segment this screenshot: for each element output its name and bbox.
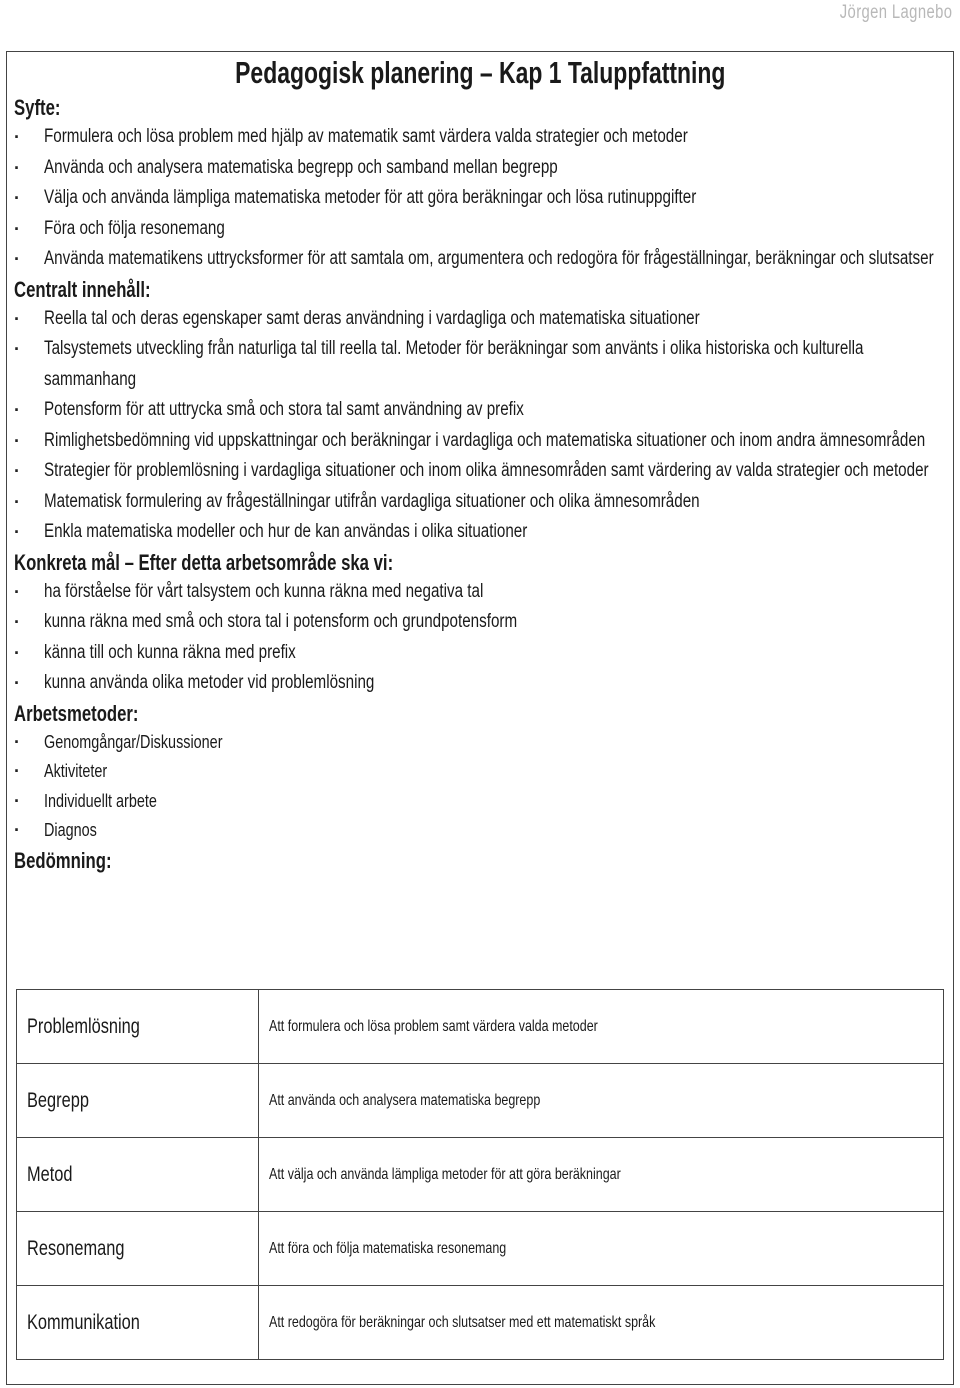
list-item: · känna till och kunna räkna med prefix bbox=[14, 638, 944, 669]
list-item: · Reella tal och deras egenskaper samt deras användning i vardagliga och matematiska situationer bbox=[14, 304, 944, 335]
list-item: · Genomgångar/Diskussioner bbox=[14, 728, 944, 758]
assessment-area: Problemlösning bbox=[17, 990, 259, 1064]
assessment-description: Att redogöra för beräkningar och slutsatser med ett matematiskt språk bbox=[259, 1286, 944, 1360]
list-item: · Enkla matematiska modeller och hur de kan användas i olika situationer bbox=[14, 517, 944, 548]
assessment-area: Metod bbox=[17, 1138, 259, 1212]
list-item: · Föra och följa resonemang bbox=[14, 214, 944, 245]
list-item: · Strategier för problemlösning i vardagliga situationer och inom olika ämnesområden samt värdering av valda strategier och metoder bbox=[14, 456, 944, 487]
list-item: · Potensform för att uttrycka små och stora tal samt användning av prefix bbox=[14, 395, 944, 426]
heading-bedomning: Bedömning: bbox=[14, 847, 112, 873]
author-name: Jörgen Lagnebo bbox=[839, 2, 952, 23]
list-item: · Välja och använda lämpliga matematiska metoder för att göra beräkningar och lösa rutinuppgifter bbox=[14, 183, 944, 214]
table-row bbox=[17, 990, 944, 1064]
heading-arbetsmetoder: Arbetsmetoder: bbox=[14, 700, 139, 726]
list-item: · Använda matematikens uttrycksformer för att samtala om, argumentera och redogöra för frågeställningar, beräkningar och slutsatser bbox=[14, 244, 944, 275]
table-row bbox=[17, 1212, 944, 1286]
heading-konkreta-mal: Konkreta mål – Efter detta arbetsområde ska vi: bbox=[14, 549, 394, 575]
heading-centralt-innehall: Centralt innehåll: bbox=[14, 276, 151, 302]
page-title: Pedagogisk planering – Kap 1 Taluppfattning bbox=[234, 55, 726, 90]
table-row bbox=[17, 1138, 944, 1212]
list-item: · ha förståelse för vårt talsystem och kunna räkna med negativa tal bbox=[14, 577, 944, 608]
table-row bbox=[17, 1286, 944, 1360]
assessment-area: Resonemang bbox=[17, 1212, 259, 1286]
assessment-table bbox=[16, 989, 944, 1360]
centralt-list bbox=[14, 304, 944, 548]
table-row bbox=[17, 1064, 944, 1138]
heading-syfte: Syfte: bbox=[14, 95, 61, 120]
list-item: · Talsystemets utveckling från naturliga tal till reella tal. Metoder för beräkningar som använts i olika historiska och kulturella sammanhang bbox=[14, 334, 944, 395]
list-item: · kunna använda olika metoder vid problemlösning bbox=[14, 668, 944, 699]
list-item: · Matematisk formulering av frågeställningar utifrån vardagliga situationer och olika ämnesområden bbox=[14, 487, 944, 518]
syfte-list bbox=[14, 122, 944, 275]
list-item: · Aktiviteter bbox=[14, 757, 944, 787]
assessment-area: Kommunikation bbox=[17, 1286, 259, 1360]
document-content bbox=[14, 93, 944, 875]
assessment-description: Att formulera och lösa problem samt värdera valda metoder bbox=[259, 990, 944, 1064]
mal-list bbox=[14, 577, 944, 699]
metoder-list bbox=[14, 728, 944, 846]
list-item: · Diagnos bbox=[14, 816, 944, 846]
list-item: · Formulera och lösa problem med hjälp av matematik samt värdera valda strategier och metoder bbox=[14, 122, 944, 153]
assessment-description: Att använda och analysera matematiska begrepp bbox=[259, 1064, 944, 1138]
list-item: · Individuellt arbete bbox=[14, 787, 944, 817]
assessment-description: Att föra och följa matematiska resonemang bbox=[259, 1212, 944, 1286]
assessment-area: Begrepp bbox=[17, 1064, 259, 1138]
list-item: · Rimlighetsbedömning vid uppskattningar och beräkningar i vardagliga och matematiska situationer och inom andra ämnesområden bbox=[14, 426, 944, 457]
list-item: · Använda och analysera matematiska begrepp och samband mellan begrepp bbox=[14, 153, 944, 184]
assessment-description: Att välja och använda lämpliga metoder för att göra beräkningar bbox=[259, 1138, 944, 1212]
list-item: · kunna räkna med små och stora tal i potensform och grundpotensform bbox=[14, 607, 944, 638]
